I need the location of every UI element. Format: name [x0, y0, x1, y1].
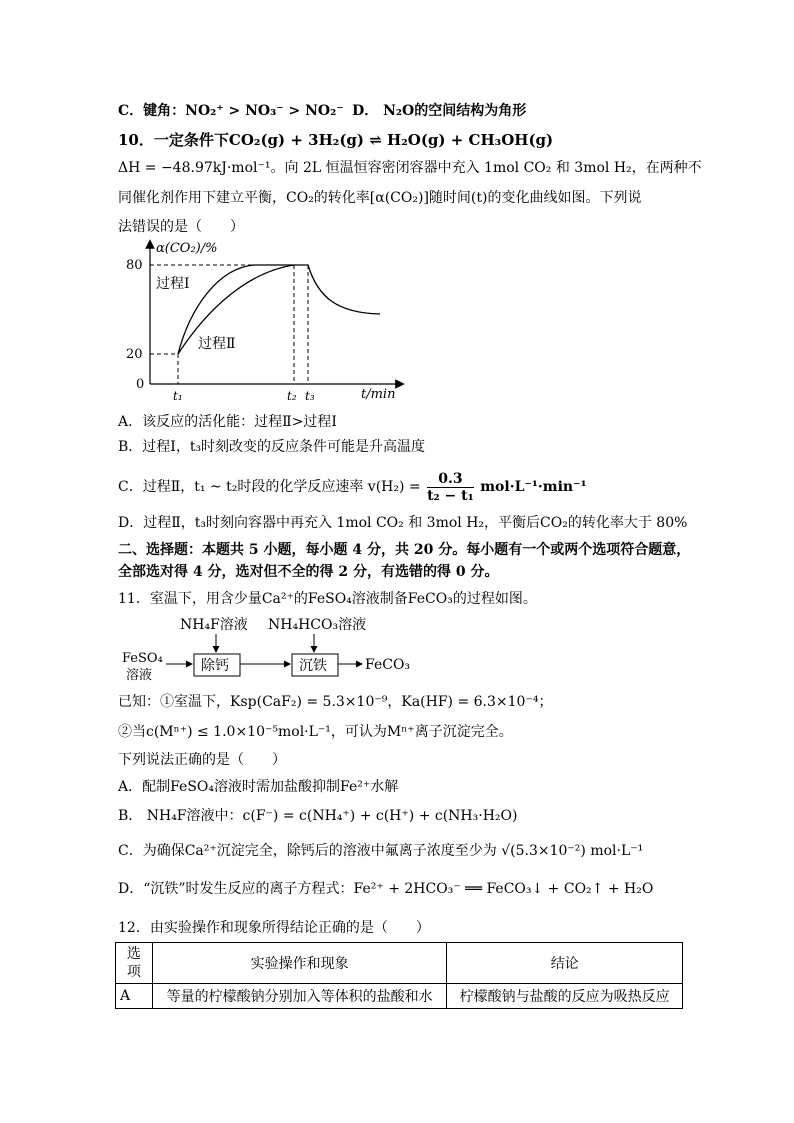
- q11-ask: 下列说法正确的是（ ）: [118, 752, 286, 768]
- q10-option-c-unit: mol·L⁻¹·min⁻¹: [480, 479, 587, 495]
- flow-box2-label: 沉铁: [299, 658, 327, 674]
- q10-option-b: B．过程Ⅰ，t₃时刻改变的反应条件可能是升高温度: [118, 439, 426, 455]
- q12-stem: 12．由实验操作和现象所得结论正确的是（ ）: [118, 920, 430, 936]
- q10-line1: 10．一定条件下CO₂(g) + 3H₂(g) ⇌ H₂O(g) + CH₃OH(g): [118, 131, 554, 149]
- y-tick-20: 20: [126, 347, 143, 362]
- flow-start-line1: FeSO₄: [122, 651, 163, 666]
- q9-options: [118, 101, 526, 121]
- header-option: 选项: [116, 943, 153, 984]
- flow-product: FeCO₃: [365, 657, 411, 673]
- q11-option-c: C．为确保Ca²⁺沉淀完全，除钙后的溶液中氟离子浓度至少为 √(5.3×10⁻²) mol·L⁻¹: [118, 843, 644, 859]
- flow-reagent-2: NH₄HCO₃溶液: [268, 617, 367, 633]
- fraction-numerator: 0.3: [427, 471, 474, 488]
- q10-option-c: [118, 470, 587, 504]
- q11-option-a: A．配制FeSO₄溶液时需加盐酸抑制Fe²⁺水解: [118, 779, 399, 795]
- flow-box1-label: 除钙: [201, 658, 229, 674]
- q11-option-b: B． NH₄F溶液中：c(F⁻) = c(NH₄⁺) + c(H⁺) + c(NH₃·H₂O): [118, 808, 518, 824]
- q9-option-d: D． N₂O的空间结构为角形: [352, 103, 527, 119]
- series-equilibrium: [294, 265, 380, 314]
- x-tick-t1: t₁: [173, 389, 183, 403]
- conversion-chart: [118, 238, 408, 408]
- table-row: [116, 984, 683, 1009]
- q11-flowchart: [118, 612, 438, 690]
- header-conclusion: 结论: [447, 943, 683, 984]
- y-tick-80: 80: [126, 258, 143, 273]
- row-a-option: A: [116, 984, 153, 1009]
- x-tick-t2: t₂: [287, 389, 297, 403]
- q10-option-c-text: C．过程Ⅱ，t₁ ~ t₂时段的化学反应速率 v(H₂) =: [118, 479, 421, 495]
- header-operation: 实验操作和现象: [152, 943, 447, 984]
- row-a-operation: 等量的柠檬酸钠分别加入等体积的盐酸和水: [152, 984, 447, 1009]
- q10-line3: 同催化剂作用下建立平衡，CO₂的转化率[α(CO₂)]随时间(t)的变化曲线如图。下列说: [118, 190, 642, 206]
- x-tick-t3: t₃: [305, 389, 315, 403]
- flow-reagent-1: NH₄F溶液: [180, 617, 248, 633]
- q12-table: [115, 942, 683, 1009]
- q10-line2: ΔH = −48.97kJ·mol⁻¹。向 2L 恒温恒容密闭容器中充入 1mol CO₂ 和 3mol H₂，在两种不: [118, 160, 702, 176]
- section2-line2: 全部选对得 4 分，选对但不全的得 2 分，有选错的得 0 分。: [118, 564, 499, 580]
- section2-line1: 二、选择题：本题共 5 小题，每小题 4 分，共 20 分。每小题有一个或两个选项符合题意，: [118, 542, 691, 558]
- q11-stem: 11．室温下，用含少量Ca²⁺的FeSO₄溶液制备FeCO₃的过程如图。: [118, 591, 537, 607]
- q10-line4: 法错误的是（ ）: [118, 219, 244, 235]
- y-axis-label: α(CO₂)/%: [156, 241, 218, 256]
- y-tick-0: 0: [136, 377, 145, 392]
- table-header-row: [116, 943, 683, 984]
- q9-option-c: C．键角：NO₂⁺ > NO₃⁻ > NO₂⁻: [118, 103, 344, 119]
- q11-known-1: 已知：①室温下，Ksp(CaF₂) = 5.3×10⁻⁹，Ka(HF) = 6.3×10⁻⁴；: [118, 694, 553, 710]
- x-axis-label: t/min: [361, 387, 396, 402]
- q10-option-d: D．过程Ⅱ，t₃时刻向容器中再充入 1mol CO₂ 和 3mol H₂，平衡后CO₂的转化率大于 80%: [118, 515, 688, 531]
- q10-option-c-fraction: [427, 471, 474, 504]
- series-label-process-1: 过程Ⅰ: [156, 276, 190, 292]
- series-label-process-2: 过程Ⅱ: [198, 336, 236, 352]
- series-process-1: [178, 265, 294, 354]
- q11-known-2: ②当c(Mⁿ⁺) ≤ 1.0×10⁻⁵mol·L⁻¹，可认为Mⁿ⁺离子沉淀完全。: [118, 724, 513, 740]
- row-a-conclusion: 柠檬酸钠与盐酸的反应为吸热反应: [447, 984, 683, 1009]
- q11-option-d: D．“沉铁”时发生反应的离子方程式：Fe²⁺ + 2HCO₃⁻ ══ FeCO₃↓ + CO₂↑ + H₂O: [118, 881, 654, 897]
- q10-option-a: A．该反应的活化能：过程Ⅱ>过程Ⅰ: [118, 414, 337, 430]
- flow-start-line2: 溶液: [126, 668, 153, 683]
- fraction-denominator: t₂ − t₁: [427, 487, 474, 504]
